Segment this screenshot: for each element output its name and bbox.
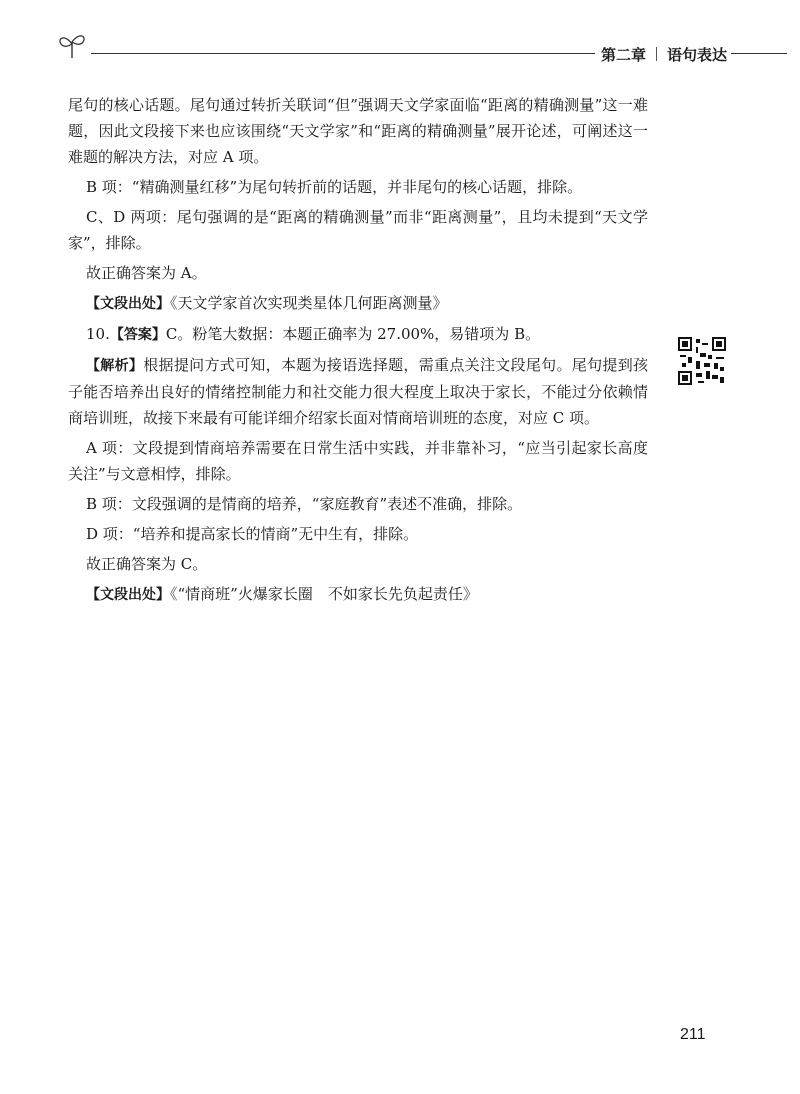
paragraph: A 项：文段提到情商培养需要在日常生活中实践，并非靠补习，“应当引起家长高度关注”与文意相悖，排除。 xyxy=(68,439,648,483)
source-line xyxy=(68,581,648,608)
paragraph: C、D 两项：尾句强调的是“距离的精确测量”而非“距离测量”，且均未提到“天文学家”，排除。 xyxy=(68,208,648,252)
page-number: 211 xyxy=(680,1026,706,1043)
answer-tag: 【答案】 xyxy=(109,327,166,343)
chapter-label: 第二章 xyxy=(601,45,647,64)
paragraph: 故正确答案为 A。 xyxy=(86,264,207,282)
header-rule-right xyxy=(731,53,787,54)
answer-line xyxy=(68,321,648,348)
paragraph: 尾句的核心话题。尾句通过转折关联词“但”强调天文学家面临“距离的精确测量”这一难题，因此文段接下来也应该围绕“天文学家”和“距离的精确测量”展开论述，可阐述这一难题的解决方法，对应 A 项。 xyxy=(68,96,648,166)
analysis-text: 根据提问方式可知，本题为接语选择题，需重点关注文段尾句。尾句提到孩子能否培养出良好的情绪控制能力和社交能力很大程度上取决于家长，不能过分依赖情商培训班，故接下来最有可能详细介绍家长面对情商培训班的态度，对应 C 项。 xyxy=(68,356,649,427)
sprout-icon xyxy=(55,30,89,60)
paragraph: 故正确答案为 C。 xyxy=(86,555,208,573)
page-header xyxy=(55,30,785,70)
source-text: 《“情商班”火爆家长圈 不如家长先负起责任》 xyxy=(170,585,478,603)
paragraph: D 项：“培养和提高家长的情商”无中生有，排除。 xyxy=(86,525,419,543)
chapter-divider xyxy=(656,47,657,61)
section-label: 语句表达 xyxy=(667,45,728,64)
source-line xyxy=(68,290,648,317)
answer-text: C。粉笔大数据：本题正确率为 27.00%，易错项为 B。 xyxy=(165,325,541,343)
page-content xyxy=(68,92,648,612)
question-number: 10. xyxy=(86,325,110,343)
source-tag: 【文段出处】 xyxy=(86,587,170,603)
analysis-paragraph xyxy=(68,352,648,431)
paragraph: B 项：“精确测量红移”为尾句转折前的话题，并非尾句的核心话题，排除。 xyxy=(86,178,583,196)
qr-code-icon[interactable] xyxy=(678,337,726,385)
source-text: 《天文学家首次实现类星体几何距离测量》 xyxy=(170,294,448,312)
analysis-tag: 【解析】 xyxy=(86,358,144,374)
chapter-title xyxy=(595,42,795,66)
paragraph: B 项：文段强调的是情商的培养，“家庭教育”表述不准确，排除。 xyxy=(86,495,523,513)
source-tag: 【文段出处】 xyxy=(86,296,170,312)
header-rule xyxy=(91,53,639,54)
